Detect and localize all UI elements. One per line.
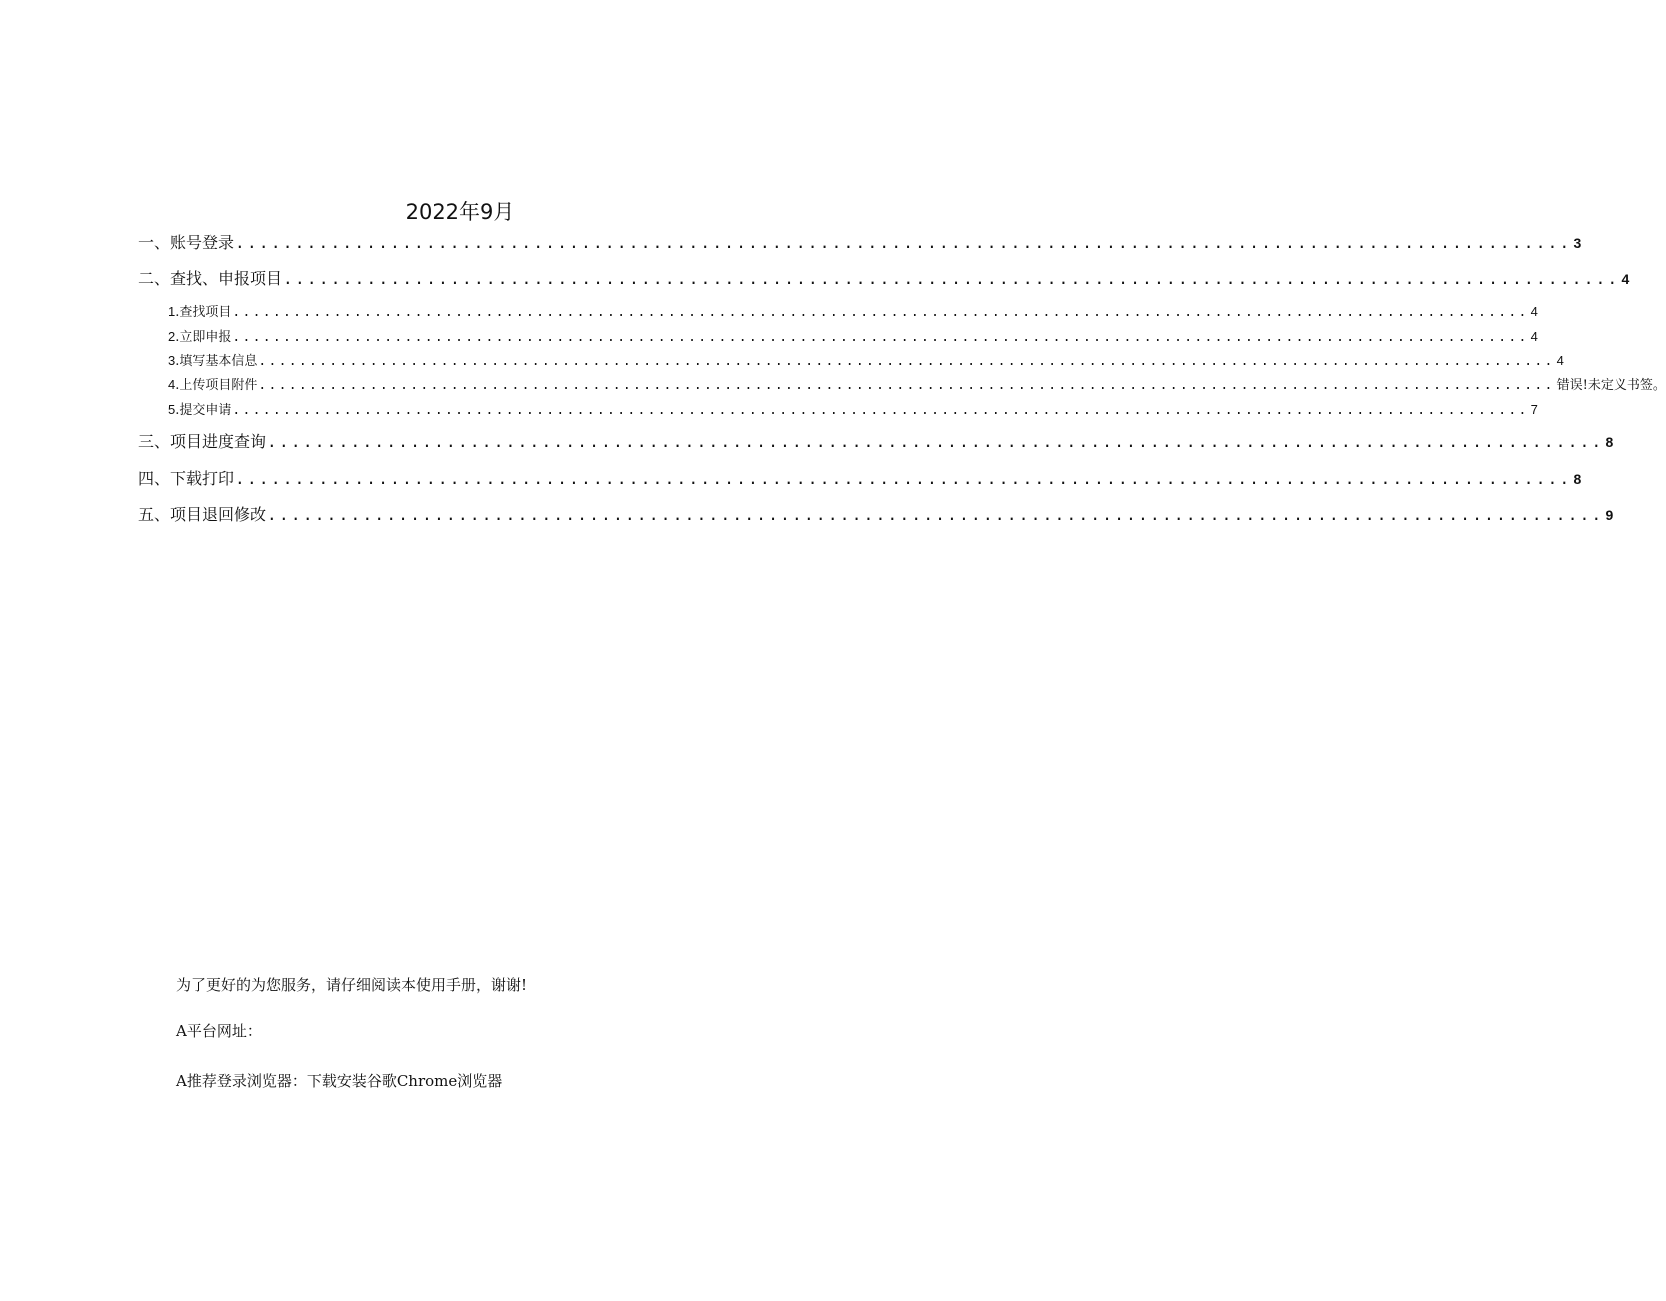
- toc-entry-number: 1: [168, 304, 176, 319]
- toc-entry-progress-query[interactable]: [138, 429, 1614, 452]
- toc-entry-label: .上传项目附件: [175, 378, 258, 393]
- toc-entry-label: .立即申报: [175, 330, 232, 345]
- toc-entry-basic-info[interactable]: [138, 350, 1564, 369]
- toc-entry-label: .填写基本信息: [175, 354, 258, 369]
- toc-leader: ................................................................................................................................: [232, 330, 1529, 345]
- platform-url-note: A平台网址：: [176, 1022, 262, 1040]
- browser-note: A推荐登录浏览器：下载安装谷歌Chrome浏览器: [176, 1072, 503, 1090]
- toc-entry-find-project[interactable]: [138, 301, 1538, 320]
- toc-entry-page: 8: [1605, 434, 1614, 450]
- toc-leader: ................................................................................................................: [235, 233, 1572, 252]
- toc-leader: ................................................................................................................................: [258, 378, 1555, 393]
- toc-entry-label: 一、账号登录: [138, 233, 235, 252]
- toc-entry-page-error: 错误!未定义书签。: [1556, 378, 1666, 393]
- toc-entry-number: 3: [168, 353, 176, 368]
- toc-entry-page: 7: [1530, 402, 1538, 417]
- toc-entry-label: 二、查找、申报项目: [138, 269, 283, 288]
- toc-entry-download-print[interactable]: [138, 466, 1582, 489]
- toc-entry-find-apply[interactable]: [138, 266, 1630, 289]
- toc-entry-number: 4: [168, 377, 176, 392]
- toc-entry-label: 五、项目退回修改: [138, 505, 267, 524]
- toc-entry-page: 4: [1556, 353, 1564, 368]
- document-title: 2022年9月: [405, 200, 515, 224]
- toc-entry-page: 4: [1530, 304, 1538, 319]
- toc-entry-label: .提交申请: [175, 403, 232, 418]
- toc-entry-label: .查找项目: [175, 305, 232, 320]
- toc-leader: ................................................................................................................................: [232, 403, 1529, 418]
- toc-entry-number: 2: [168, 329, 176, 344]
- service-note: 为了更好的为您服务，请仔细阅读本使用手册，谢谢!: [176, 976, 528, 994]
- toc-entry-upload-attachments[interactable]: [138, 374, 1666, 393]
- toc-entry-account-login[interactable]: [138, 230, 1582, 253]
- toc-entry-page: 3: [1573, 235, 1582, 251]
- toc-leader: ................................................................................................................: [283, 269, 1620, 288]
- toc-entry-apply-now[interactable]: [138, 326, 1538, 345]
- toc-leader: ................................................................................................................................: [258, 354, 1555, 369]
- toc-entry-number: 5: [168, 402, 176, 417]
- toc-leader: ................................................................................................................: [235, 469, 1572, 488]
- toc-leader: ................................................................................................................: [267, 432, 1604, 451]
- toc-entry-label: 三、项目进度查询: [138, 432, 267, 451]
- toc-entry-return-modify[interactable]: [138, 502, 1614, 525]
- toc-entry-page: 4: [1621, 271, 1630, 287]
- toc-entry-page: 9: [1605, 507, 1614, 523]
- toc-leader: ................................................................................................................................: [232, 305, 1529, 320]
- toc-entry-label: 四、下载打印: [138, 469, 235, 488]
- toc-entry-page: 4: [1530, 329, 1538, 344]
- toc-leader: ................................................................................................................: [267, 505, 1604, 524]
- toc-entry-submit[interactable]: [138, 399, 1538, 418]
- toc-entry-page: 8: [1573, 471, 1582, 487]
